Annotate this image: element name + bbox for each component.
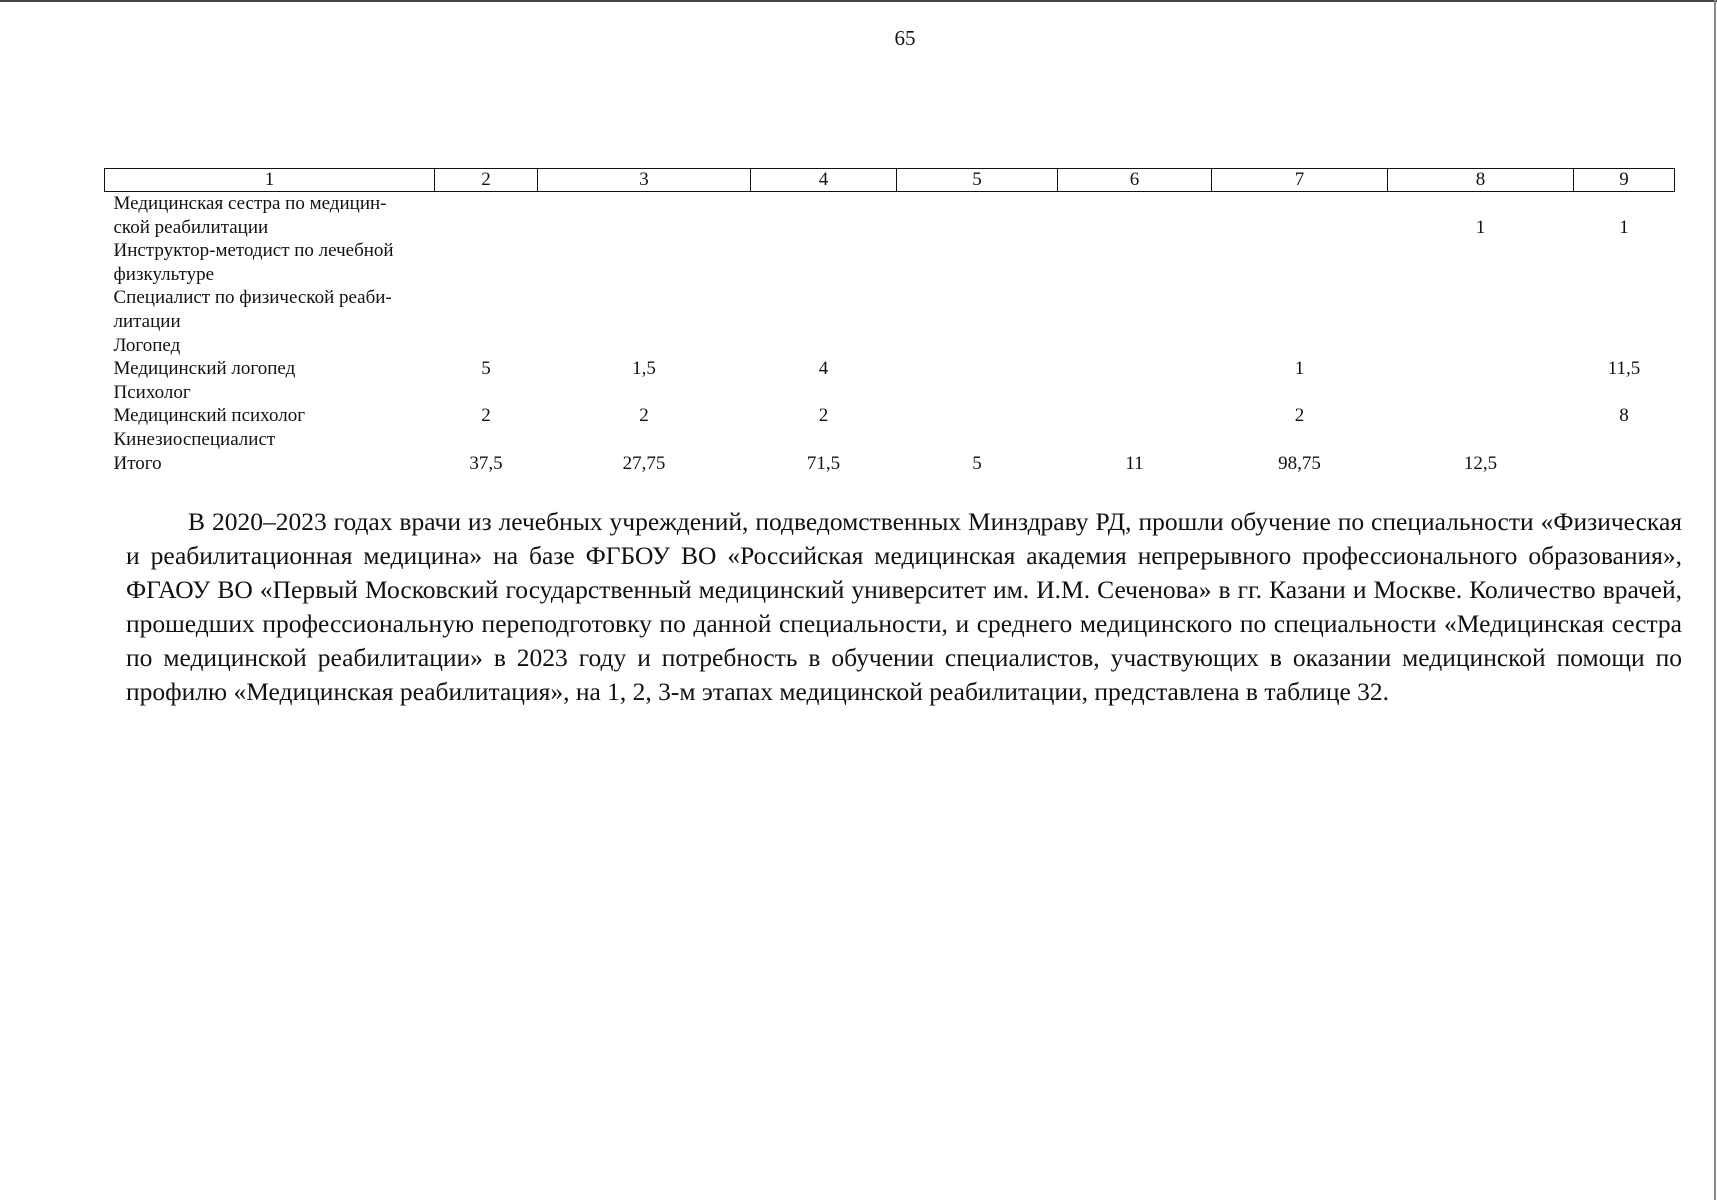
table-cell	[1574, 334, 1675, 358]
row-label: Специалист по физической реаби-	[113, 287, 392, 309]
table-cell: 4	[818, 358, 829, 380]
table-cell	[1058, 239, 1212, 263]
table-cell	[1388, 428, 1574, 452]
table-row	[105, 357, 1675, 381]
table-cell: 8	[1619, 405, 1629, 427]
table-cell	[1212, 310, 1388, 334]
row-label: Итого	[113, 452, 162, 474]
table-cell	[1058, 357, 1212, 381]
table-cell	[1058, 404, 1212, 428]
table-cell	[1058, 381, 1212, 405]
column-header: 6	[1058, 169, 1212, 192]
table-cell: 12,5	[1463, 452, 1498, 474]
row-label: Медицинский психолог	[113, 405, 305, 427]
table-cell	[897, 286, 1058, 310]
table-cell	[1058, 263, 1212, 287]
table-cell	[1388, 334, 1574, 358]
page-number: 65	[894, 26, 916, 50]
table-cell	[435, 286, 538, 310]
row-label: физкультуре	[113, 263, 215, 285]
table-row	[105, 334, 1675, 358]
table-cell: 2	[639, 405, 649, 427]
table-cell	[1212, 263, 1388, 287]
table-cell: 11,5	[1607, 358, 1641, 380]
table-row	[105, 404, 1675, 428]
table-cell	[751, 334, 897, 358]
table-cell	[897, 428, 1058, 452]
column-header: 4	[751, 169, 897, 192]
table-cell	[1212, 239, 1388, 263]
table-cell	[751, 192, 897, 216]
table-cell	[897, 239, 1058, 263]
column-header: 7	[1212, 169, 1388, 192]
table-cell	[1574, 310, 1675, 334]
table-cell: 5	[972, 452, 982, 474]
table-cell	[897, 404, 1058, 428]
table-body	[105, 192, 1675, 476]
column-header: 3	[538, 169, 751, 192]
table-cell: 1	[1619, 216, 1629, 238]
table-cell	[435, 381, 538, 405]
table-cell	[435, 428, 538, 452]
table-cell	[1574, 452, 1675, 476]
table-cell	[1388, 239, 1574, 263]
table-cell	[1388, 404, 1574, 428]
row-label: Психолог	[113, 381, 191, 403]
scan-edge-right	[1714, 0, 1716, 1200]
table-cell	[538, 239, 751, 263]
column-header: 9	[1574, 169, 1675, 192]
table-cell	[1388, 381, 1574, 405]
table-cell	[1058, 192, 1212, 216]
table-cell	[538, 381, 751, 405]
table-row	[105, 192, 1675, 216]
table-cell	[1058, 334, 1212, 358]
table-cell	[1388, 263, 1574, 287]
table-cell	[1212, 381, 1388, 405]
staff-table	[104, 168, 1675, 475]
table-cell	[1058, 428, 1212, 452]
table-cell	[1574, 192, 1675, 216]
table-cell	[538, 334, 751, 358]
table-cell: 1	[1475, 216, 1486, 238]
table-cell	[897, 192, 1058, 216]
row-label: ской реабилитации	[113, 216, 269, 238]
table-cell	[1388, 310, 1574, 334]
column-header: 1	[105, 169, 435, 192]
table-cell: 37,5	[469, 452, 503, 474]
table-cell	[751, 239, 897, 263]
table-cell	[1574, 428, 1675, 452]
row-label: Логопед	[113, 334, 181, 356]
row-label: Кинезиоспециалист	[113, 428, 276, 450]
table-cell	[1574, 239, 1675, 263]
table-cell	[1212, 192, 1388, 216]
scan-edge-top	[0, 0, 1717, 2]
table-cell: 11	[1125, 452, 1144, 474]
table-cell	[897, 381, 1058, 405]
table-cell	[1574, 381, 1675, 405]
column-header: 5	[897, 169, 1058, 192]
table-cell	[1212, 428, 1388, 452]
table-cell	[435, 216, 538, 240]
table-cell: 2	[818, 405, 829, 427]
table-cell	[751, 381, 897, 405]
table-cell	[538, 216, 751, 240]
table-cell	[435, 334, 538, 358]
row-label: Медицинская сестра по медицин-	[113, 193, 387, 214]
column-header: 2	[435, 169, 538, 192]
table-cell	[1388, 286, 1574, 310]
table-cell	[435, 263, 538, 287]
table-cell	[897, 216, 1058, 240]
table-cell	[897, 357, 1058, 381]
table-cell	[1058, 216, 1212, 240]
table-cell	[538, 310, 751, 334]
table-cell: 27,75	[622, 452, 666, 474]
body-paragraph: В 2020–2023 годах врачи из лечебных учреждений, подведомственных Минздраву РД, прошли обучение по специальности «Физическая и реабилитационная медицина» на базе ФГБОУ ВО «Российская медицинская академия непрерывного профессионального образования», ФГАОУ ВО «Первый Московский государственный медицинский университет им. И.М. Сеченова» в гг. Казани и Москве. Количество врачей, прошедших профессиональную переподготовку по данной специальности, и среднего медицинского по специальности «Медицинская сестра по медицинской реабилитации» в 2023 году и потребность в обучении специалистов, участвующих в оказании медицинской помощи по профилю «Медицинская реабилитация», на 1, 2, 3-м этапах медицинской реабилитации, представлена в таблице 32.	[126, 507, 1682, 706]
table-cell	[897, 310, 1058, 334]
row-label: Медицинский логопед	[113, 358, 296, 380]
table-cell	[435, 239, 538, 263]
table-cell: 2	[1294, 405, 1305, 427]
table-cell	[1212, 216, 1388, 240]
table-cell	[1388, 357, 1574, 381]
table-cell	[1058, 286, 1212, 310]
table-cell	[1058, 310, 1212, 334]
table-row	[105, 428, 1675, 452]
table-cell: 1	[1294, 358, 1305, 380]
table-cell	[751, 263, 897, 287]
table-cell	[897, 263, 1058, 287]
table-row	[105, 452, 1675, 476]
table-cell: 5	[481, 358, 491, 380]
table-cell: 1,5	[632, 358, 656, 380]
table-cell	[435, 192, 538, 216]
table-header-row	[105, 169, 1675, 192]
table-cell	[538, 192, 751, 216]
table-row	[105, 310, 1675, 334]
row-label: литации	[113, 310, 181, 332]
table-cell	[1574, 263, 1675, 287]
table-row	[105, 286, 1675, 310]
table-cell	[751, 216, 897, 240]
table-cell	[435, 310, 538, 334]
table-row	[105, 239, 1675, 263]
table-cell	[751, 310, 897, 334]
table-cell	[538, 263, 751, 287]
table-row	[105, 263, 1675, 287]
table-cell	[1212, 334, 1388, 358]
column-header: 8	[1388, 169, 1574, 192]
table-cell	[751, 428, 897, 452]
table-cell: 98,75	[1278, 452, 1321, 474]
table-row	[105, 381, 1675, 405]
table-cell	[1574, 286, 1675, 310]
table-cell	[751, 286, 897, 310]
table-cell	[1388, 192, 1574, 216]
table-cell	[538, 428, 751, 452]
table-cell	[1212, 286, 1388, 310]
table-cell	[897, 334, 1058, 358]
table-cell: 2	[481, 405, 491, 427]
table-row	[105, 216, 1675, 240]
table-cell: 71,5	[806, 452, 841, 474]
row-label: Инструктор-методист по лечебной	[113, 240, 394, 262]
table-cell	[538, 286, 751, 310]
